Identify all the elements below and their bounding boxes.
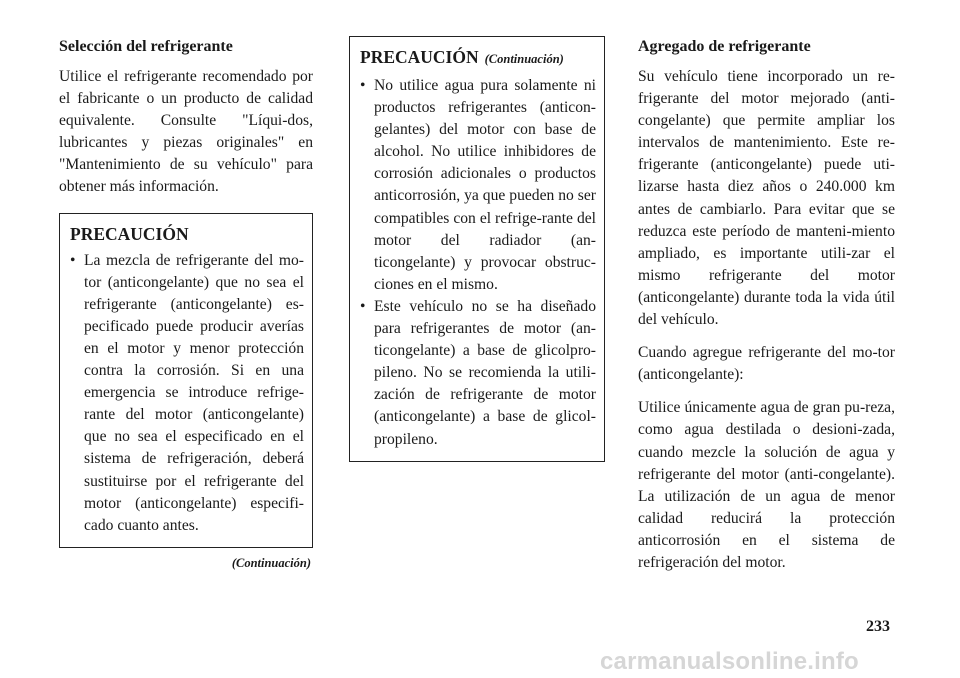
caution-bullet	[360, 296, 596, 451]
caution-title-continuation: (Continuación)	[484, 52, 564, 66]
body-paragraph: Su vehículo tiene incorporado un re-frigerante del motor mejorado (anti-congelante) que permite ampliar los intervalos de mantenimiento. Este re-frigerante (anticongelante) puede uti-lizarse hasta diez años o 240.000 km antes de cambiarlo. Para evitar que se reduzca este período de manteni-miento ampliado, es importante utili-zar el mismo refrigerante del motor (anticongelante) durante toda la vida útil del vehículo.	[638, 68, 895, 329]
caution-box-continued	[349, 36, 605, 462]
caution-title-text: PRECAUCIÓN	[360, 47, 479, 67]
page-number: 233	[866, 618, 890, 635]
bullet-icon: •	[360, 297, 366, 315]
caution-box	[59, 213, 313, 548]
caution-bullet-text: No utilice agua pura solamente ni productos refrigerantes (anticon-gelantes) del motor con base de alcohol. No utilice inhibidores de corrosión adicionales o productos anticorrosión, ya que pueden no ser compatibles con el refrige-rante del motor del radiador (an-ticongelante) y provocar obstruc-ciones en el mismo.	[374, 77, 596, 293]
section-heading-adding-coolant: Agregado de refrigerante	[638, 38, 811, 55]
section-heading-coolant-selection: Selección del refrigerante	[59, 38, 233, 55]
middle-column	[349, 36, 605, 462]
left-column	[59, 36, 313, 571]
bullet-icon: •	[70, 251, 76, 269]
intro-paragraph: Utilice el refrigerante recomendado por el fabricante o un producto de calidad equivalente. Consulte "Líqui-dos, lubricantes y piezas originales" en "Mantenimiento de su vehículo" para obtener más información.	[59, 68, 313, 196]
caution-bullet	[360, 75, 596, 296]
right-column	[638, 36, 895, 585]
body-paragraph: Utilice únicamente agua de gran pu-reza, como agua destilada o desioni-zada, cuando mezcle la solución de agua y refrigerante del motor (anti-congelante). La utilización de un agua de menor calidad reducirá la protección anticorrosión en el sistema de refrigeración del motor.	[638, 399, 895, 571]
caution-title	[360, 45, 596, 71]
caution-bullet	[70, 250, 304, 537]
watermark-logo: carmanualsonline.info	[600, 648, 859, 675]
body-paragraph: Cuando agregue refrigerante del mo-tor (anticongelante):	[638, 344, 895, 384]
continuation-note: (Continuación)	[231, 555, 311, 570]
bullet-icon: •	[360, 77, 366, 94]
caution-bullet-text: Este vehículo no se ha diseñado para refrigerantes de motor (an-ticongelante) a base de glicolpro-pileno. No se recomienda la utili-zación de refrigerante de motor (anticongelante) a base de glicol-propileno.	[374, 297, 596, 448]
caution-title: PRECAUCIÓN	[70, 223, 189, 244]
caution-bullet-text: La mezcla de refrigerante del mo-tor (anticongelante) que no sea el refrigerante (anticongelante) es-pecificado puede producir averías en el motor y menor protección contra la corrosión. Si en una emergencia se introduce refrige-rante del motor (anticongelante) que no sea el especificado en el sistema de refrigeración, deberá sustituirse por el refrigerante del motor (anticongelante) especifi-cado cuanto antes.	[84, 251, 304, 534]
